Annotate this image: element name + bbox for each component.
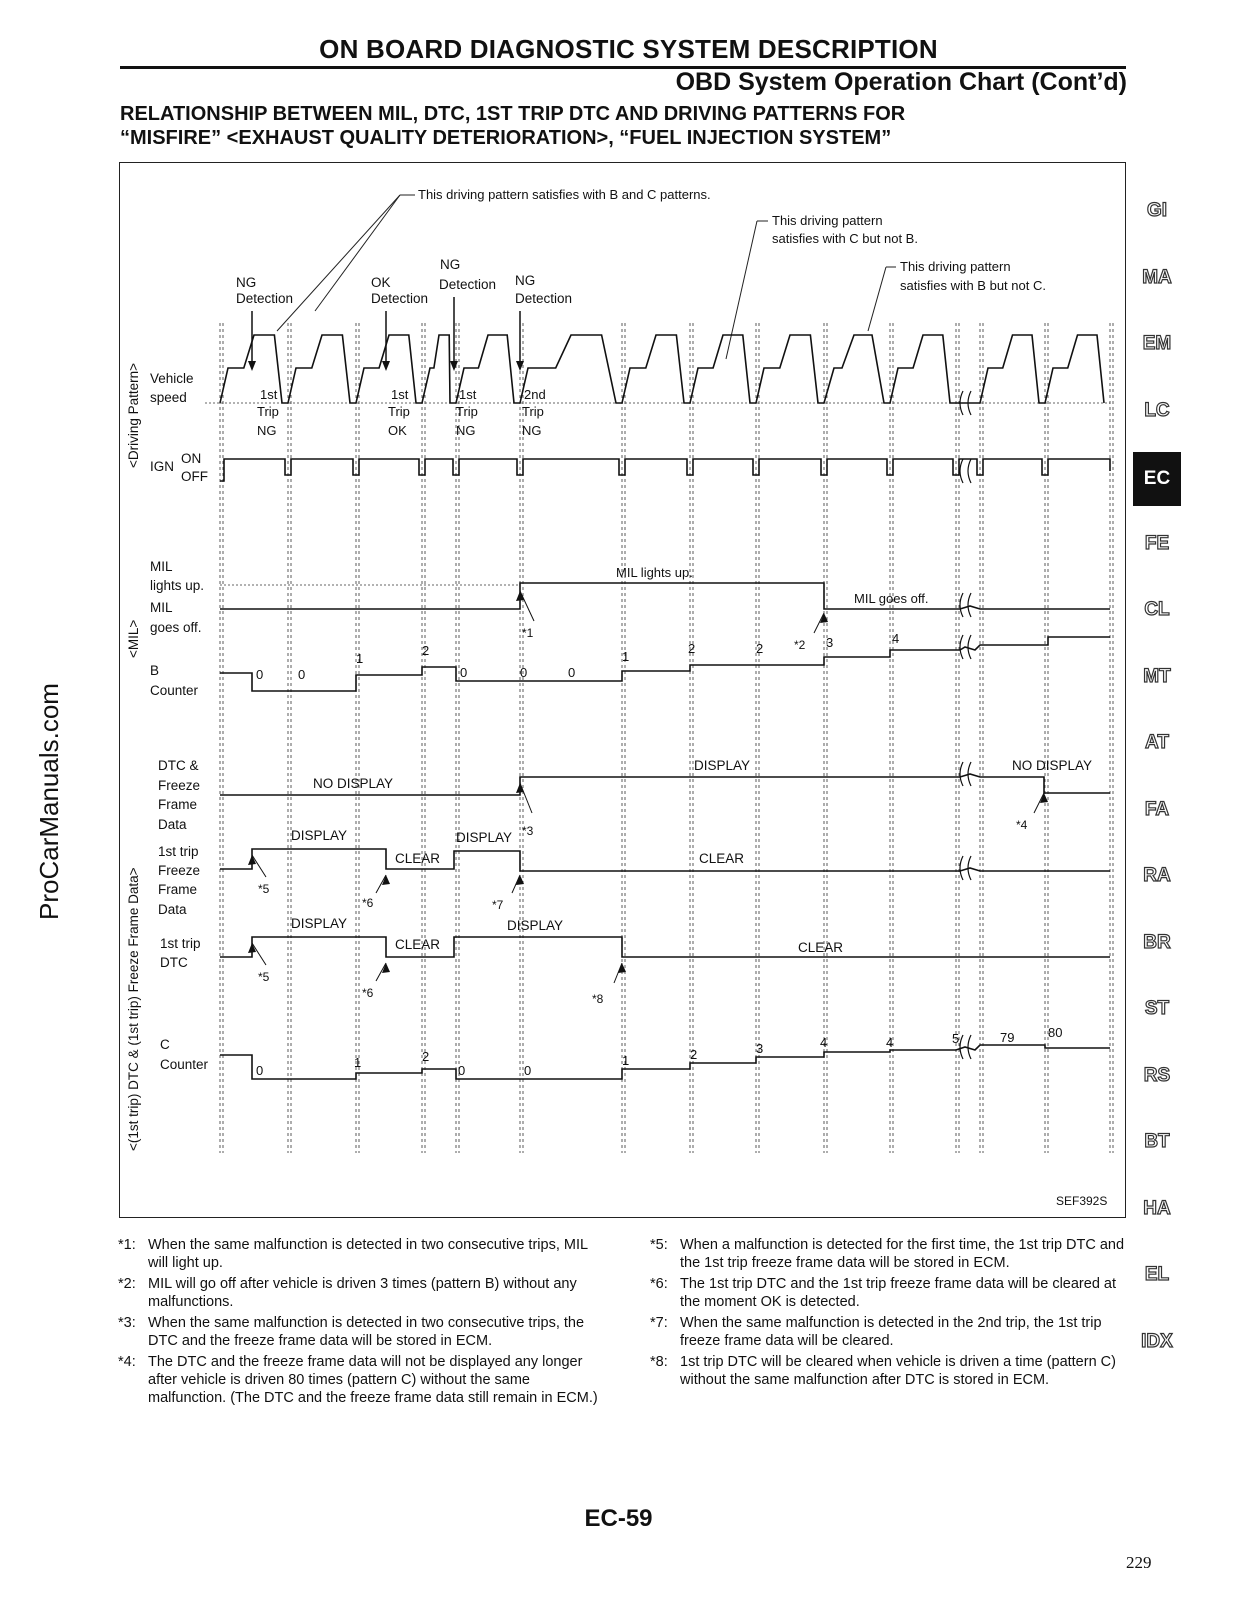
label-b-1: B xyxy=(150,663,160,678)
dtc-no-display-1: NO DISPLAY xyxy=(313,776,394,791)
page-code: EC-59 xyxy=(584,1505,653,1532)
note-text: When a malfunction is detected for the first time, the 1st trip DTC and the 1st trip freeze frame data will be stored in ECM. xyxy=(680,1237,1125,1271)
ref-label: *5 xyxy=(258,970,270,984)
trip1-a: 1st xyxy=(260,387,278,402)
c-counter-value: 0 xyxy=(256,1063,264,1078)
label-mil-4: goes off. xyxy=(150,620,202,635)
c-counter-value: 2 xyxy=(422,1049,430,1064)
detection-arrows xyxy=(252,297,520,367)
left-note-3 xyxy=(118,1314,598,1350)
tab-ra[interactable]: RA xyxy=(1143,865,1171,886)
trip2-b: Trip xyxy=(388,404,410,419)
heading-line-2: “MISFIRE” <EXHAUST QUALITY DETERIORATION>, “FUEL INJECTION SYSTEM” xyxy=(120,127,892,149)
tab-gi[interactable]: GI xyxy=(1146,200,1168,221)
ff-display-1: DISPLAY xyxy=(291,828,348,843)
tab-cl[interactable]: CL xyxy=(1144,599,1170,620)
det4-line1: NG xyxy=(515,273,536,288)
c-counter-value: 2 xyxy=(690,1047,698,1062)
c-counter-value: 79 xyxy=(1000,1030,1015,1045)
label-mil-1: MIL xyxy=(150,559,173,574)
c-counter-value: 0 xyxy=(524,1063,532,1078)
tab-em[interactable]: EM xyxy=(1142,333,1172,354)
group-mil: <MIL> xyxy=(126,619,141,658)
callout-bc-leader-2 xyxy=(277,195,400,331)
det3-line2: Detection xyxy=(439,277,497,292)
b-counter-value: 0 xyxy=(298,667,306,682)
ref-leader-9 xyxy=(252,943,266,965)
callout-c-leader xyxy=(726,221,757,359)
tab-st[interactable]: ST xyxy=(1144,998,1170,1019)
page-number: 229 xyxy=(1126,1553,1152,1572)
timing-diagram xyxy=(120,163,1125,1217)
vehicle-speed-trace xyxy=(220,335,1104,403)
c-counter-value: 1 xyxy=(354,1055,362,1070)
tab-fe[interactable]: FE xyxy=(1144,532,1170,554)
label-dtc-3: Frame xyxy=(158,797,198,812)
tab-el[interactable]: EL xyxy=(1144,1264,1170,1285)
callout-c-line1: This driving pattern xyxy=(772,213,883,228)
callout-b-line1: This driving pattern xyxy=(900,259,1011,274)
c-counter-value: 80 xyxy=(1048,1025,1063,1040)
ref-leader-2 xyxy=(814,613,824,633)
detection-arrowheads xyxy=(248,361,524,371)
note-text: When the same malfunction is detected in the 2nd trip, the 1st trip freeze frame data will be cleared. xyxy=(680,1315,1102,1349)
td-display-1: DISPLAY xyxy=(291,916,348,931)
label-td-2: DTC xyxy=(160,955,188,970)
label-b-2: Counter xyxy=(150,683,199,698)
right-note-3 xyxy=(650,1314,1128,1350)
footnotes-left-column xyxy=(118,1236,598,1410)
c-counter-value: 0 xyxy=(458,1063,466,1078)
trip4-c: NG xyxy=(522,423,542,438)
label-speed: speed xyxy=(150,390,187,405)
ref-leader-5 xyxy=(252,855,266,877)
trip3-a: 1st xyxy=(459,387,477,402)
c-counter-value: 5 xyxy=(952,1031,960,1046)
reference-markers xyxy=(248,591,1048,1006)
ref-label: *1 xyxy=(522,626,534,640)
tab-idx[interactable]: IDX xyxy=(1141,1330,1173,1352)
ref-leader-4 xyxy=(1034,793,1044,813)
note-key: *7: xyxy=(650,1315,668,1331)
group-dtc: <(1st trip) DTC & (1st trip) Freeze Frame Data> xyxy=(126,867,141,1151)
callout-c-line2: satisfies with C but not B. xyxy=(772,231,918,246)
c-counter-value: 4 xyxy=(886,1035,894,1050)
label-ff-3: Frame xyxy=(158,882,198,897)
tab-ec[interactable]: EC xyxy=(1133,452,1181,506)
note-text: When the same malfunction is detected in two consecutive trips, MIL will light up. xyxy=(148,1237,588,1271)
tab-ma[interactable]: MA xyxy=(1142,266,1172,288)
group-driving-pattern: <Driving Pattern> xyxy=(126,362,141,468)
label-vehicle: Vehicle xyxy=(150,371,194,386)
det2-line2: Detection xyxy=(371,291,429,306)
note-key: *4: xyxy=(118,1354,136,1370)
tab-lc[interactable]: LC xyxy=(1144,399,1170,421)
label-mil-3: MIL xyxy=(150,600,173,615)
tab-fa[interactable]: FA xyxy=(1144,798,1170,820)
c-counter-value: 4 xyxy=(820,1035,828,1050)
left-note-2 xyxy=(118,1275,598,1311)
td-clear-2: CLEAR xyxy=(798,940,844,955)
ref-label: *3 xyxy=(522,824,534,838)
ref-label: *6 xyxy=(362,896,374,910)
trip2-a: 1st xyxy=(391,387,409,402)
left-note-1 xyxy=(118,1236,598,1272)
det3-line1: NG xyxy=(440,257,461,272)
section-subtitle: OBD System Operation Chart (Cont’d) xyxy=(675,68,1127,96)
trip4-a: 2nd xyxy=(524,387,546,402)
figure-id: SEF392S xyxy=(1056,1194,1108,1208)
label-dtc-2: Freeze xyxy=(158,778,201,793)
note-key: *8: xyxy=(650,1354,668,1370)
mil-goes-off-label: MIL goes off. xyxy=(854,591,929,606)
det4-line2: Detection xyxy=(515,291,573,306)
tab-mt[interactable]: MT xyxy=(1143,665,1171,687)
td-clear-1: CLEAR xyxy=(395,937,441,952)
ref-label: *8 xyxy=(592,992,604,1006)
note-key: *3: xyxy=(118,1315,136,1331)
td-trace xyxy=(220,937,1110,957)
b-counter-value: 2 xyxy=(422,643,430,658)
td-display-2: DISPLAY xyxy=(507,918,564,933)
ref-label: *2 xyxy=(794,638,806,652)
right-note-4 xyxy=(650,1353,1128,1389)
callout-bc: This driving pattern satisfies with B and C patterns. xyxy=(418,187,711,202)
tab-bt[interactable]: BT xyxy=(1144,1131,1170,1152)
ref-leader-1 xyxy=(520,591,534,621)
timing-diagram-frame xyxy=(119,162,1126,1218)
ff-display-2: DISPLAY xyxy=(456,830,513,845)
right-note-2 xyxy=(650,1275,1128,1311)
ff-trace xyxy=(220,849,1110,871)
dtc-display: DISPLAY xyxy=(694,758,751,773)
tab-br[interactable]: BR xyxy=(1143,931,1171,953)
b-counter-value: 2 xyxy=(756,641,764,656)
callout-b-leader xyxy=(868,267,886,331)
label-ign-on: ON xyxy=(181,451,202,466)
det2-line1: OK xyxy=(371,275,391,290)
note-text: The 1st trip DTC and the 1st trip freeze frame data will be cleared at the moment OK is detected. xyxy=(680,1276,1117,1310)
dtc-no-display-2: NO DISPLAY xyxy=(1012,758,1093,773)
ref-label: *7 xyxy=(492,898,504,912)
break-mark-1 xyxy=(960,459,971,483)
trip4-b: Trip xyxy=(522,404,544,419)
note-text: The DTC and the freeze frame data will not be displayed any longer after vehicle is driven 80 times (pattern C) without the same malfunction. (The DTC and the freeze frame data still remain in ECM.) xyxy=(148,1354,598,1406)
callout-b-line2: satisfies with B but not C. xyxy=(900,278,1046,293)
trip3-c: NG xyxy=(456,423,476,438)
note-key: *5: xyxy=(650,1237,668,1253)
note-text: 1st trip DTC will be cleared when vehicle is driven a time (pattern C) without the same malfunction after DTC is stored in ECM. xyxy=(680,1354,1116,1388)
note-text: MIL will go off after vehicle is driven 3 times (pattern B) without any malfunctions. xyxy=(148,1276,577,1310)
label-ign-off: OFF xyxy=(181,469,208,484)
label-td-1: 1st trip xyxy=(160,936,201,951)
page-title: ON BOARD DIAGNOSTIC SYSTEM DESCRIPTION xyxy=(319,34,938,64)
label-dtc-4: Data xyxy=(158,817,187,832)
ignition-trace xyxy=(220,459,1110,481)
note-text: When the same malfunction is detected in two consecutive trips, the DTC and the freeze frame data will be stored in ECM. xyxy=(148,1315,585,1349)
b-counter-value: 0 xyxy=(460,665,468,680)
mil-trace xyxy=(220,583,1110,609)
c-counter-value: 3 xyxy=(756,1041,764,1056)
watermark xyxy=(14,650,74,930)
tab-at[interactable]: AT xyxy=(1145,732,1169,753)
b-counter-value: 0 xyxy=(520,665,528,680)
note-key: *2: xyxy=(118,1276,136,1292)
label-dtc-1: DTC & xyxy=(158,758,199,773)
left-note-4 xyxy=(118,1353,598,1407)
ref-label: *6 xyxy=(362,986,374,1000)
det1-line2: Detection xyxy=(236,291,294,306)
break-mark-2 xyxy=(960,593,971,617)
b-counter-value: 4 xyxy=(892,631,900,646)
section-heading xyxy=(120,102,905,150)
label-c-2: Counter xyxy=(160,1057,209,1072)
label-mil-2: lights up. xyxy=(150,578,205,593)
c-counter-values xyxy=(256,1025,1062,1078)
b-counter-value: 2 xyxy=(688,641,696,656)
b-counter-value: 0 xyxy=(568,665,576,680)
trip1-c: NG xyxy=(257,423,277,438)
b-counter-value: 3 xyxy=(826,635,834,650)
trip3-b: Trip xyxy=(456,404,478,419)
label-ff-2: Freeze xyxy=(158,863,201,878)
note-key: *1: xyxy=(118,1237,136,1253)
label-ff-1: 1st trip xyxy=(158,844,199,859)
b-counter-value: 0 xyxy=(256,667,264,682)
label-ff-4: Data xyxy=(158,902,187,917)
trip1-b: Trip xyxy=(257,404,279,419)
trip2-c: OK xyxy=(388,423,407,438)
label-c-1: C xyxy=(160,1037,170,1052)
c-counter-value: 1 xyxy=(622,1053,630,1068)
right-note-1 xyxy=(650,1236,1128,1272)
note-key: *6: xyxy=(650,1276,668,1292)
ref-label: *5 xyxy=(258,882,270,896)
ff-clear-1: CLEAR xyxy=(395,851,441,866)
b-counter-value: 1 xyxy=(356,651,364,666)
mil-lights-up-label: MIL lights up. xyxy=(616,565,693,580)
heading-line-1: RELATIONSHIP BETWEEN MIL, DTC, 1ST TRIP DTC AND DRIVING PATTERNS FOR xyxy=(120,103,906,125)
ref-label: *4 xyxy=(1016,818,1028,832)
dashed-trip-guides xyxy=(220,323,1113,1153)
label-ign: IGN xyxy=(150,459,175,474)
ff-clear-2: CLEAR xyxy=(699,851,745,866)
b-counter-value: 1 xyxy=(622,649,630,664)
time-break-marks xyxy=(960,391,971,1059)
b-counter-trace xyxy=(220,637,1110,691)
watermark-text: ProCarManuals.com xyxy=(34,683,64,920)
footnotes-right-column xyxy=(650,1236,1128,1392)
det1-line1: NG xyxy=(236,275,257,290)
tab-rs[interactable]: RS xyxy=(1143,1064,1171,1086)
tab-ha[interactable]: HA xyxy=(1143,1197,1171,1219)
